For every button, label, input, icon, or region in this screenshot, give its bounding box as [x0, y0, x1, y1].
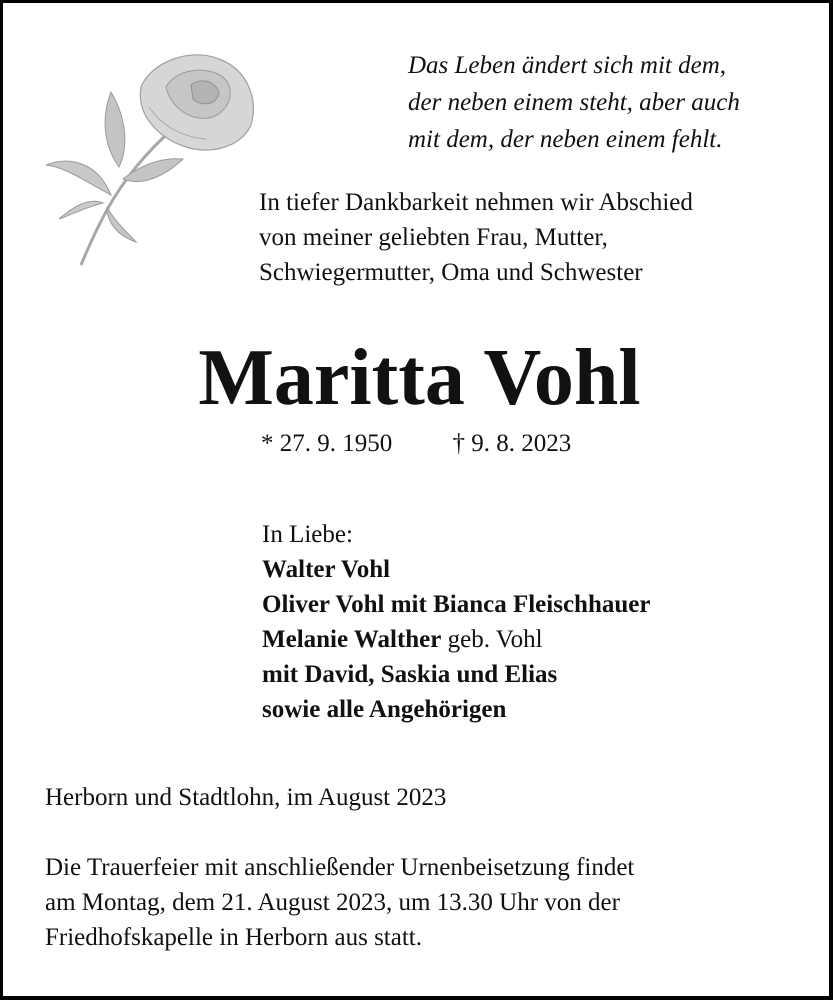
mourner-entry: Oliver Vohl mit Bianca Fleischhauer: [262, 591, 651, 618]
rose-icon: [41, 47, 266, 269]
intro-text: [259, 185, 819, 290]
mourner-name: Melanie Walther: [262, 626, 442, 653]
intro-line: Schwiegermutter, Oma und Schwester: [259, 259, 643, 286]
service-info: [45, 850, 634, 955]
mourner-entry: Walter Vohl: [262, 556, 391, 583]
deceased-name: Maritta Vohl: [198, 334, 641, 422]
place-date: Herborn und Stadtlohn, im August 2023: [45, 784, 447, 811]
mourner-entry: sowie alle Angehörigen: [262, 696, 507, 723]
mourners-heading: In Liebe:: [262, 521, 353, 548]
memorial-quote: [408, 47, 808, 158]
quote-line: mit dem, der neben einem fehlt.: [408, 126, 723, 153]
death-date: † 9. 8. 2023: [452, 430, 572, 457]
service-line: Friedhofskapelle in Herborn aus statt.: [45, 924, 422, 951]
mourners-list: [262, 517, 650, 727]
birth-date: * 27. 9. 1950: [261, 430, 393, 457]
quote-line: Das Leben ändert sich mit dem,: [408, 52, 727, 79]
service-line: Die Trauerfeier mit anschließender Urnenbeisetzung findet: [45, 854, 635, 881]
service-line: am Montag, dem 21. August 2023, um 13.30 Uhr von der: [45, 889, 620, 916]
mourner-entry: [262, 622, 650, 657]
mourner-entry: mit David, Saskia und Elias: [262, 661, 558, 688]
intro-line: von meiner geliebten Frau, Mutter,: [259, 224, 608, 251]
quote-line: der neben einem steht, aber auch: [408, 89, 740, 116]
maiden-name: geb. Vohl: [441, 626, 543, 653]
intro-line: In tiefer Dankbarkeit nehmen wir Abschied: [259, 189, 693, 216]
life-dates: [261, 427, 571, 461]
